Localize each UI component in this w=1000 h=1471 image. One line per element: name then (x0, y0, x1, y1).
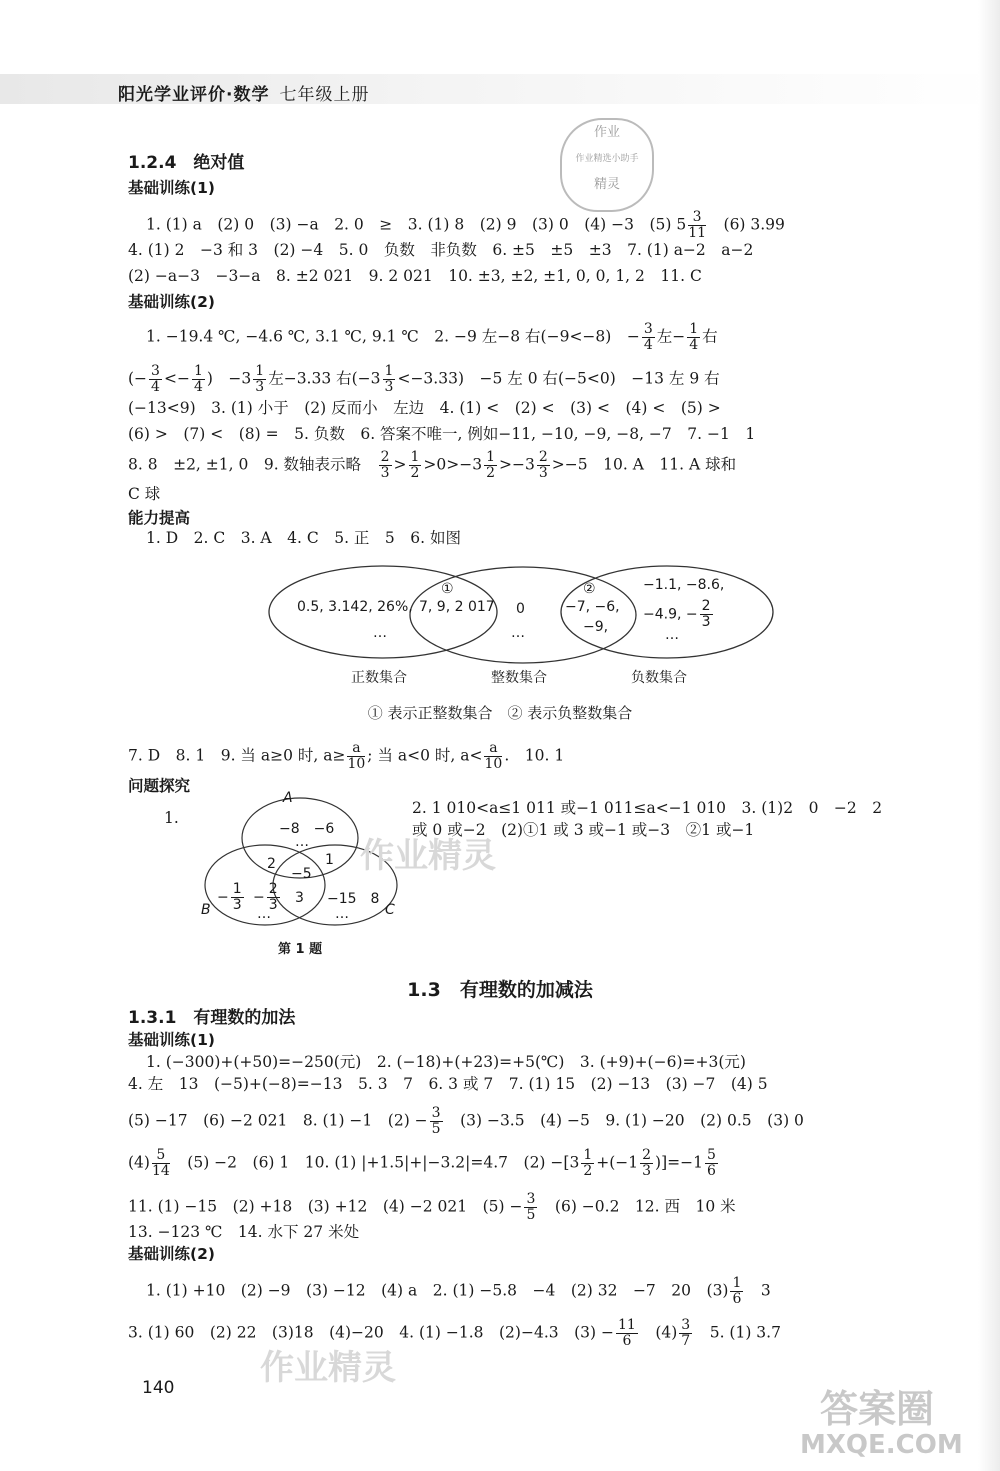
watermark-site: MXQE.COM (800, 1430, 963, 1460)
set-b-value: − $\frac{1}{3}$ (217, 881, 242, 913)
answer-line: (− $\frac{3}{4}$ <− $\frac{1}{4}$ ) −3 $\frac{1}{3}$ 左−3.33 右(−3 $\frac{1}{3}$ <−3.33) −5 左 0 右(−5<0) −13 左 9 右 (128, 363, 720, 395)
set-a-values: −8 −6 (279, 821, 335, 837)
header-title: 阳光学业评价·数学 七年级上册 (118, 85, 370, 105)
answer-line: (2) −a−3 −3−a 8. ±2 021 9. 2 021 10. ±3, ±2, ±1, 0, 0, 1, 2 11. C (128, 267, 702, 285)
center-value: −5 (291, 866, 312, 882)
venn-negative-integers: −7, −6, (565, 599, 620, 615)
venn-dots: … (373, 625, 387, 641)
venn-positive-values: 0.5, 3.142, 26%, (297, 599, 413, 615)
answer-line: 13. −123 ℃ 14. 水下 27 米处 (128, 1223, 360, 1241)
answer-line: 2. 1 010<a≤1 011 或−1 011≤a<−1 010 3. (1)2 0 −2 2 (412, 799, 883, 817)
answer-line: 3. (1) 60 (2) 22 (3)18 (4)−20 4. (1) −1.8 (2)−4.3 (3) − $\frac{11}{6}$ (4) $\frac{3}{7}$ 5. (1) 3.7 (128, 1317, 781, 1349)
answer-line: 1. (1) +10 (2) −9 (3) −12 (4) a 2. (1) −5.8 −4 (2) 32 −7 20 (3) $\frac{1}{6}$ 3 (146, 1275, 771, 1307)
answer-line: 1. D 2. C 3. A 4. C 5. 正 5 6. 如图 (146, 529, 461, 547)
venn-diagram-sets (265, 563, 775, 686)
section-title: 1.3.1 有理数的加法 (128, 1008, 296, 1028)
venn-negative-values: −4.9, − $\frac{2}{3}$ (643, 598, 711, 630)
answer-line: 8. 8 ±2, ±1, 0 9. 数轴表示略 $\frac{2}{3}$ > $\frac{1}{2}$ >0>−3 $\frac{1}{2}$ >−3 $\frac{2}{3}$ >−5 10. A 11. A 球和 (128, 449, 737, 481)
subsection-heading: 基础训练(1) (128, 179, 215, 197)
venn-dots: … (665, 627, 679, 643)
section-title: 1.2.4 绝对值 (128, 153, 245, 173)
venn-label-positive: 正数集合 (351, 670, 407, 686)
venn-zero: 0 (516, 601, 525, 617)
venn-mark-2: ② (583, 581, 596, 597)
answer-line: 11. (1) −15 (2) +18 (3) +12 (4) −2 021 (5) − $\frac{3}{5}$ (6) −0.2 12. 西 10 米 (128, 1191, 736, 1223)
subsection-heading: 基础训练(2) (128, 293, 215, 311)
set-label-b: B (201, 902, 211, 918)
answer-line: (5) −17 (6) −2 021 8. (1) −1 (2) − $\frac{3}{5}$ (3) −3.5 (4) −5 9. (1) −20 (2) 0.5 (3) 0 (128, 1105, 804, 1137)
set-label-a: A (283, 790, 293, 806)
venn-negative-values: −1.1, −8.6, (643, 577, 725, 593)
answer-line: (−13<9) 3. (1) 小于 (2) 反而小 左边 4. (1) < (2) < (3) < (4) < (5) > (128, 399, 721, 417)
set-label-c: C (385, 902, 395, 918)
set-b-value: − $\frac{2}{3}$ (253, 881, 278, 913)
set-ac-value: 1 (325, 852, 334, 868)
answer-line: (6) > (7) < (8) = 5. 负数 6. 答案不唯一, 例如−11, −10, −9, −8, −7 7. −1 1 (128, 425, 756, 443)
answer-line: 或 0 或−2 (2)①1 或 3 或−1 或−3 ②1 或−1 (412, 821, 755, 839)
venn-dots: … (511, 625, 525, 641)
answer-line: 1. −19.4 ℃, −4.6 ℃, 3.1 ℃, 9.1 ℃ 2. −9 左−8 右(−9<−8) − $\frac{3}{4}$ 左− $\frac{1}{4}$ 右 (146, 321, 718, 353)
set-c-values: −15 8 (327, 891, 380, 907)
answer-line: 4. (1) 2 −3 和 3 (2) −4 5. 0 负数 非负数 6. ±5 ±5 ±3 7. (1) a−2 a−2 (128, 241, 754, 259)
question-number: 1. (164, 809, 179, 827)
answer-line: 7. D 8. 1 9. 当 a≥0 时, a≥ $\frac{a}{10}$ ; 当 a<0 时, a< $\frac{a}{10}$ . 10. 1 (128, 740, 565, 772)
subsection-heading: 基础训练(2) (128, 1245, 215, 1263)
venn-label-negative: 负数集合 (631, 670, 687, 686)
answer-line: 1. (1) a (2) 0 (3) −a 2. 0 ≥ 3. (1) 8 (2) 9 (3) 0 (4) −3 (5) 5 $\frac{3}{11}$ (6) 3.99 (146, 209, 785, 241)
answer-line: C 球 (128, 485, 161, 503)
venn-mark-1: ① (441, 581, 454, 597)
subsection-heading: 问题探究 (128, 777, 191, 795)
answer-line: 1. (−300)+(+50)=−250(元) 2. (−18)+(+23)=+5(℃) 3. (+9)+(−6)=+3(元) (146, 1053, 746, 1071)
chapter-title: 1.3 有理数的加减法 (407, 979, 593, 1001)
figure-caption: 第 1 题 (278, 942, 323, 957)
watermark-text: 作业精灵 (260, 1348, 396, 1388)
venn-label-integer: 整数集合 (491, 670, 547, 686)
venn-dots: … (335, 906, 349, 922)
watermark-text: 作业精灵 (360, 836, 496, 876)
watermark-brand: 答案圈 (820, 1387, 935, 1431)
set-bc-value: 3 (295, 890, 304, 906)
subsection-heading: 基础训练(1) (128, 1031, 215, 1049)
page-edge-shadow (978, 0, 1000, 1471)
set-ab-value: 2 (267, 856, 276, 872)
header-subtitle: 七年级上册 (279, 85, 370, 105)
subsection-heading: 能力提高 (128, 509, 191, 527)
venn-caption: ① 表示正整数集合 ② 表示负整数集合 (367, 704, 633, 722)
answer-line: (4) $\frac{5}{14}$ (5) −2 (6) 1 10. (1) |+1.5|+|−3.2|=4.7 (2) −[3 $\frac{1}{2}$ +(−1 $\frac{2}{3}$ )]=−1 $\frac{5}{6}$ (128, 1147, 716, 1179)
venn-dots: … (295, 834, 309, 850)
answer-line: 4. 左 13 (−5)+(−8)=−13 5. 3 7 6. 3 或 7 7. (1) 15 (2) −13 (3) −7 (4) 5 (128, 1075, 768, 1093)
venn-negative-integers: −9, (583, 619, 609, 635)
watermark-stamp: 作业 作业精选小助手 精灵 (560, 118, 654, 212)
page-number: 140 (142, 1378, 175, 1398)
venn-positive-integers: 7, 9, 2 017 (419, 599, 495, 615)
venn-dots: … (257, 906, 271, 922)
